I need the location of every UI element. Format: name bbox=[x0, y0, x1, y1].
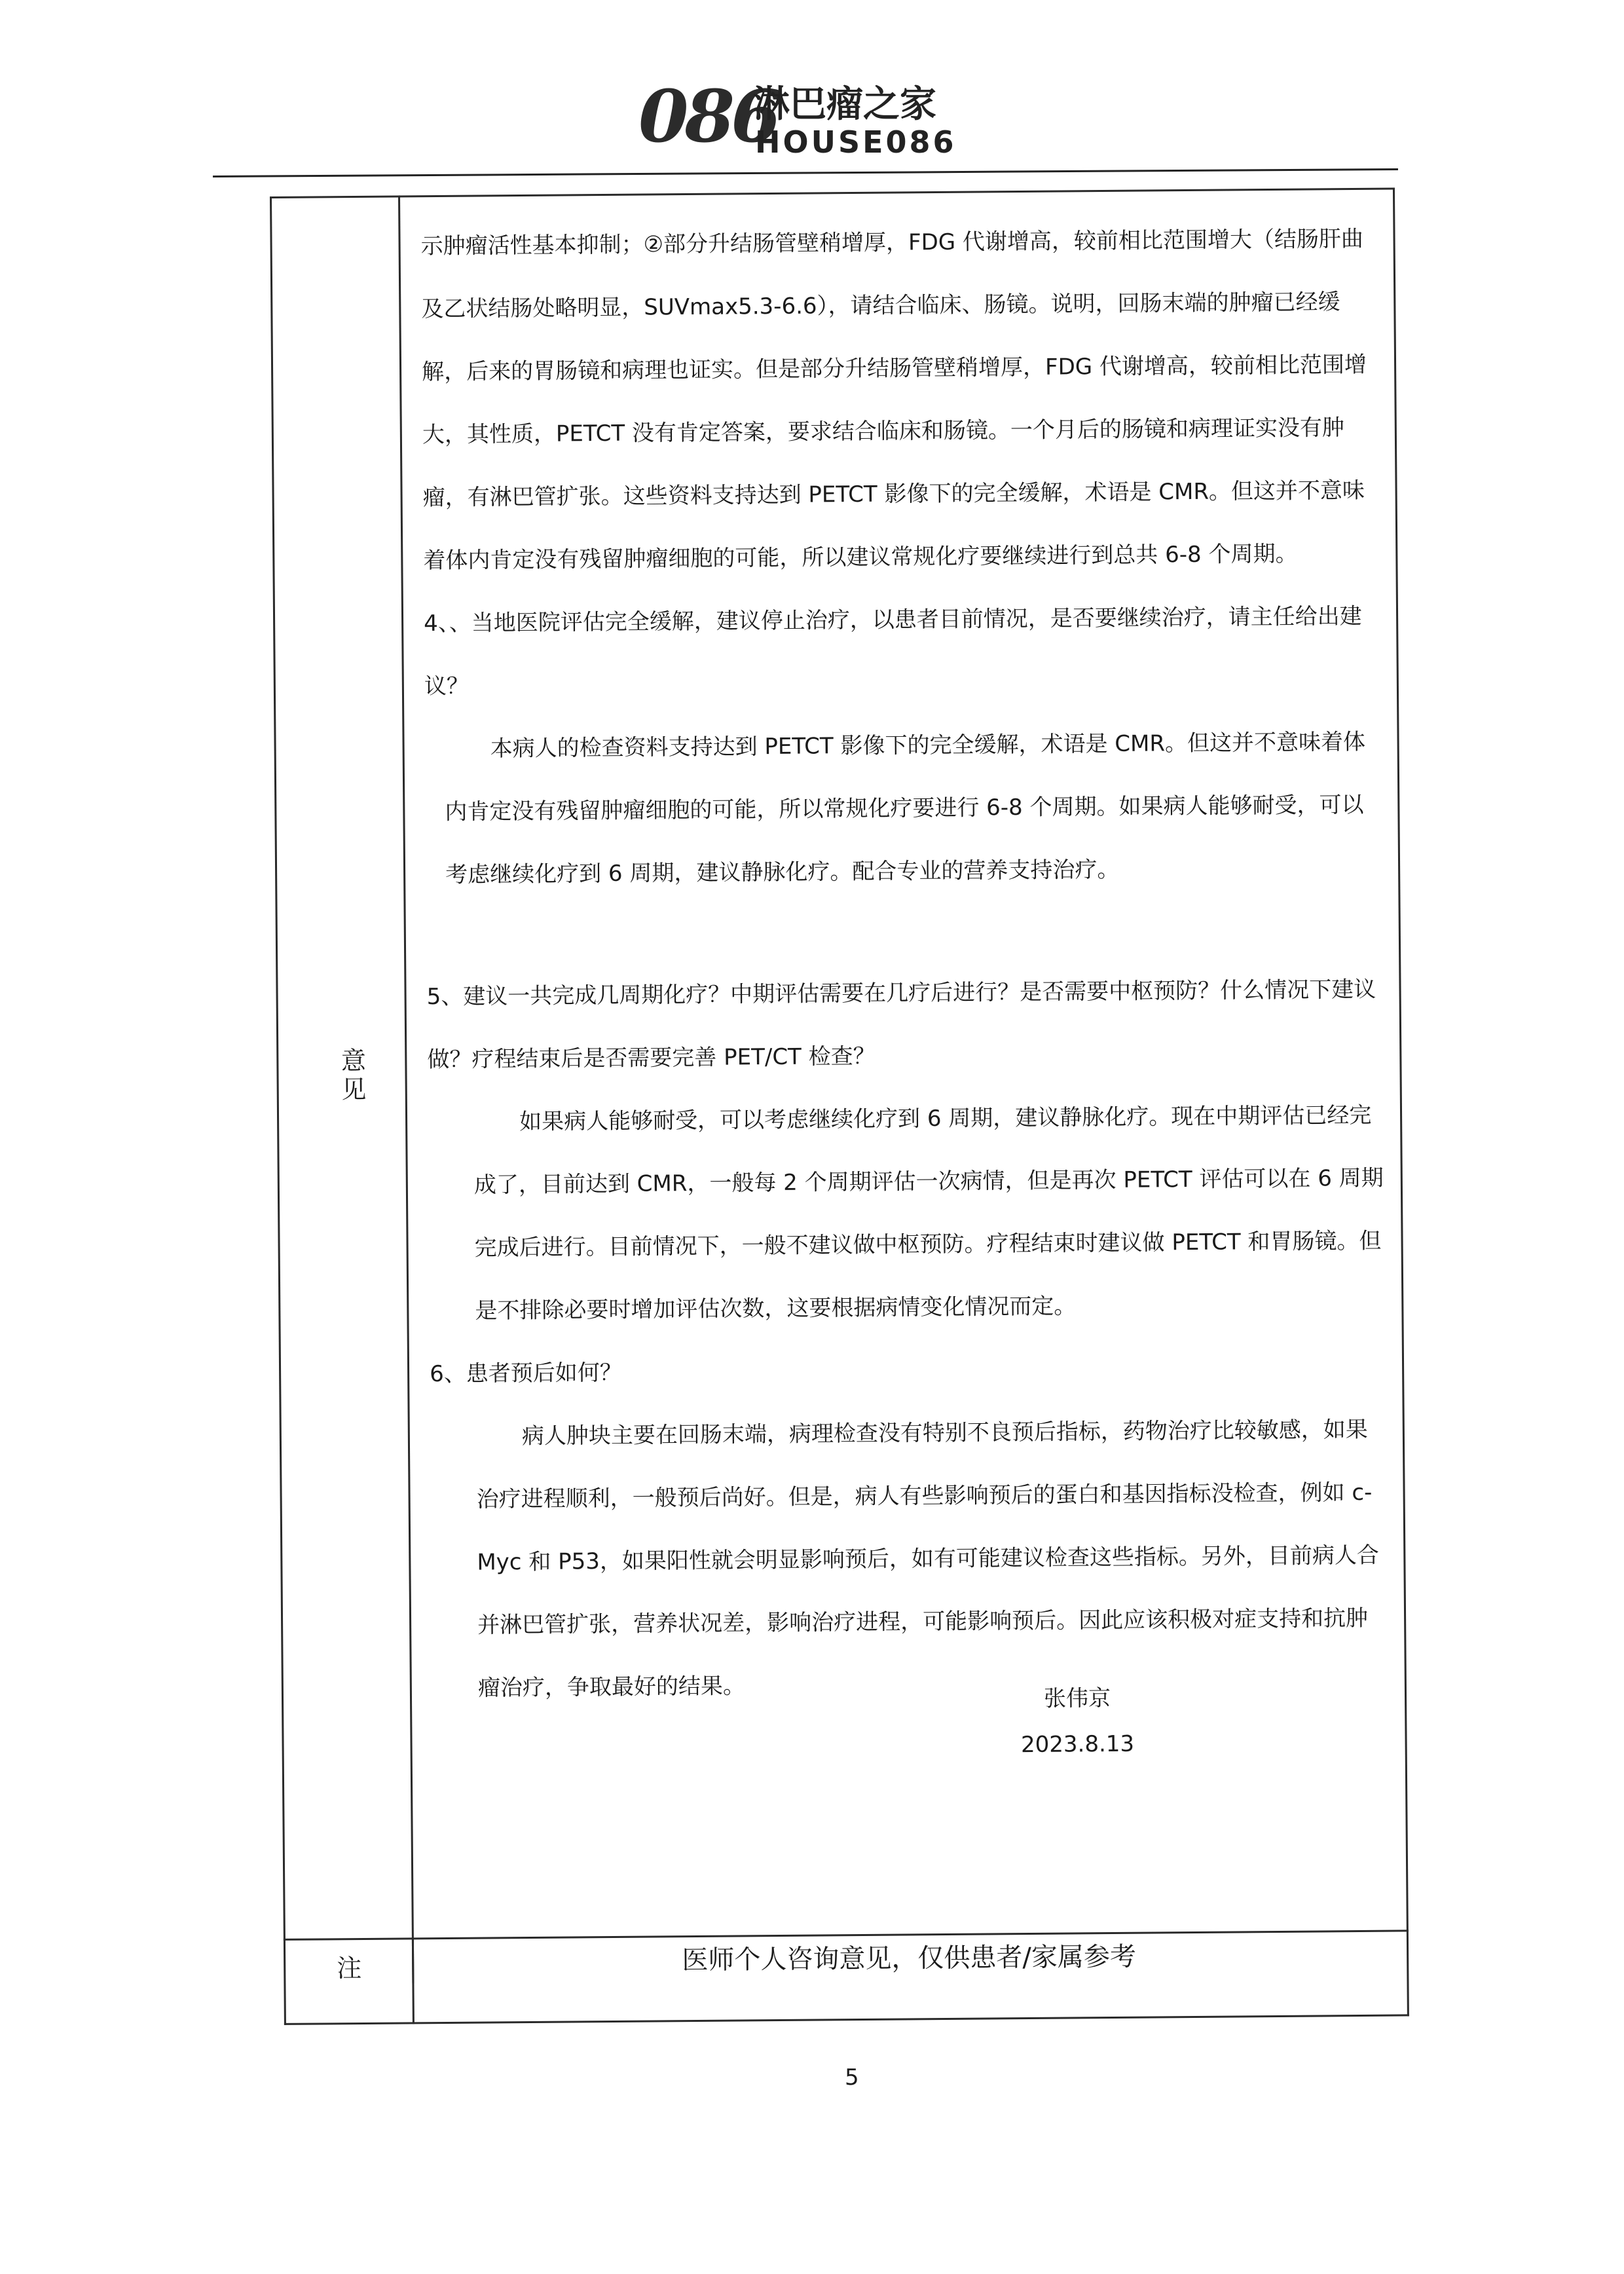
signature-block bbox=[992, 1675, 1163, 1768]
table-border-top bbox=[270, 188, 1395, 198]
row-label-note: 注 bbox=[337, 1953, 362, 1983]
answer-4: 本病人的检查资料支持达到 PETCT 影像下的完全缓解，术语是 CMR。但这并不意味着体内肯定没有残留肿瘤细胞的可能，所以常规化疗要进行 6-8 个周期。如果病人能够耐受，可以考虑继续化疗到 6 周期，建议静脉化疗。配合专业的营养支持治疗。 bbox=[445, 728, 1366, 888]
page-number: 5 bbox=[845, 2064, 859, 2091]
question-4: 4、、当地医院评估完全缓解，建议停止治疗，以患者目前情况，是否要继续治疗，请主任给出建议？ bbox=[423, 603, 1362, 700]
table-border-left bbox=[270, 196, 286, 2025]
logo-number: 086 bbox=[638, 74, 777, 158]
opinion-content bbox=[420, 208, 1388, 1720]
table-border-bottom bbox=[284, 2014, 1409, 2024]
note-text: 医师个人咨询意见，仅供患者/家属参考 bbox=[682, 1941, 1137, 1976]
table-border-right bbox=[1393, 188, 1409, 2017]
signature-date: 2023.8.13 bbox=[1020, 1730, 1135, 1759]
paragraph-continued: 示肿瘤活性基本抑制；②部分升结肠管壁稍增厚，FDG 代谢增高，较前相比范围增大（结肠肝曲及乙状结肠处略明显，SUVmax5.3-6.6），请结合临床、肠镜。说明，回肠末端的肿瘤已经缓解，后来的胃肠镜和病理也证实。但是部分升结肠管壁稍增厚，FDG 代谢增高，较前相比范围增大，其性质，PETCT 没有肯定答案，要求结合临床和肠镜。一个月后的肠镜和病理证实没有肿瘤，有淋巴管扩张。这些资料支持达到 PETCT 影像下的完全缓解，术语是 CMR。但这并不意味着体内肯定没有残留肿瘤细胞的可能，所以建议常规化疗要继续进行到总共 6-8 个周期。 bbox=[420, 225, 1367, 574]
consultation-table bbox=[270, 188, 1409, 2025]
logo-name-en: HOUSE086 bbox=[755, 124, 957, 160]
row-label-opinion: 意见 bbox=[337, 1047, 366, 1106]
answer-5: 如果病人能够耐受，可以考虑继续化疗到 6 周期，建议静脉化疗。现在中期评估已经完成了，目前达到 CMR，一般每 2 个周期评估一次病情，但是再次 PETCT 评估可以在 6 周期完成后进行。目前情况下，一般不建议做中枢预防。疗程结束时建议做 PETCT 和胃肠镜。但是不排除必要时增加评估次数，这要根据病情变化情况而定。 bbox=[473, 1102, 1384, 1324]
table-footer-column-divider bbox=[412, 1937, 415, 2024]
question-6: 6、患者预后如何？ bbox=[429, 1359, 622, 1388]
question-5: 5、建议一共完成几周期化疗？中期评估需要在几疗后进行？是否需要中枢预防？什么情况下建议做？疗程结束后是否需要完善 PET/CT 检查？ bbox=[426, 976, 1376, 1073]
logo-name-cn: 淋巴瘤之家 bbox=[753, 83, 936, 126]
logo bbox=[638, 74, 992, 162]
spacer bbox=[426, 899, 1383, 965]
header-rule bbox=[213, 168, 1398, 177]
table-column-divider bbox=[398, 195, 414, 1983]
signature-name: 张伟京 bbox=[1043, 1685, 1111, 1712]
answer-6: 病人肿块主要在回肠末端，病理检查没有特别不良预后指标，药物治疗比较敏感，如果治疗进程顺利，一般预后尚好。但是，病人有些影响预后的蛋白和基因指标没检查，例如 c-Myc 和 P53，如果阳性就会明显影响预后，如有可能建议检查这些指标。另外，目前病人合并淋巴管扩张，营养状况差，影响治疗进程，可能影响预后。因此应该积极对症支持和抗肿瘤治疗，争取最好的结果。 bbox=[476, 1416, 1380, 1702]
